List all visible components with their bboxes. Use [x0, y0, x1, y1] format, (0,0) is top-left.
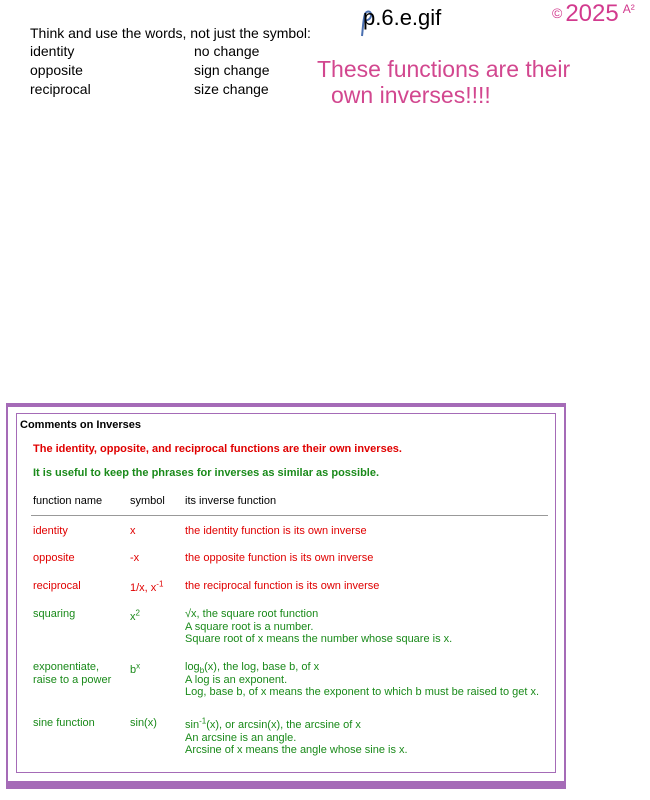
- row-squaring-name: squaring: [33, 608, 76, 620]
- note-line-2: own inverses!!!!: [331, 82, 491, 108]
- row-opposite-name: opposite: [33, 552, 75, 564]
- row-reciprocal-symbol: 1/x, $x^{-1}$: [130, 579, 164, 594]
- row-identity-inverse: the identity function is its own inverse: [185, 525, 367, 537]
- row-sine-symbol: sin(x): [130, 717, 157, 729]
- row-squaring-inverse: √x, the square root function A square root is a number. Square root of x means the number whose square is x.: [185, 608, 453, 645]
- note-line-1: These functions are their: [317, 56, 571, 82]
- header-inverse: its inverse function: [185, 495, 277, 507]
- word-name: opposite: [30, 62, 83, 78]
- row-opposite-inverse: the opposite function is its own inverse: [185, 552, 374, 564]
- row-opposite-symbol: -x: [130, 552, 140, 564]
- copyright-year: 2025: [565, 0, 619, 27]
- row-reciprocal-name: reciprocal: [33, 580, 81, 592]
- lead-green-text: It is useful to keep the phrases for inverses as similar as possible.: [33, 467, 380, 479]
- row-exponentiate-inverse: $\log_b(x)$, the log, base b, of x A log is an exponent. Log, base b, of x means the exponent to which b must be raised to get x.: [185, 661, 540, 698]
- word-name: reciprocal: [30, 81, 91, 97]
- word-name: identity: [30, 43, 75, 59]
- handwritten-note: [317, 56, 570, 108]
- word-meaning: size change: [194, 81, 269, 97]
- header-symbol: symbol: [130, 495, 165, 507]
- copyright-mark: [552, 0, 635, 28]
- header-divider: [31, 515, 548, 516]
- row-exponentiate-name: exponentiate, raise to a power: [33, 661, 112, 686]
- row-identity-name: identity: [33, 525, 68, 537]
- row-reciprocal-inverse: the reciprocal function is its own inverse: [185, 580, 380, 592]
- filename-label: p.6.e.gif: [363, 5, 442, 30]
- row-identity-symbol: x: [130, 525, 136, 537]
- word-meaning: sign change: [194, 62, 270, 78]
- row-sine-inverse: $\sin^{-1}(x)$, or arcsin(x), the arcsine of x An arcsine is an angle. Arcsine of x means the angle whose sine is x.: [185, 716, 408, 756]
- row-squaring-symbol: $x^2$: [130, 608, 140, 623]
- header-function-name: function name: [33, 495, 103, 507]
- word-meaning: no change: [194, 43, 260, 59]
- copyright-icon: ©: [552, 5, 563, 21]
- box-title: Comments on Inverses: [20, 419, 142, 431]
- row-sine-name: sine function: [33, 717, 95, 729]
- intro-text: Think and use the words, not just the symbol:: [30, 25, 311, 41]
- copyright-author: A²: [622, 2, 635, 16]
- lead-red-text: The identity, opposite, and reciprocal functions are their own inverses.: [33, 443, 402, 455]
- row-exponentiate-symbol: $b^x$: [130, 661, 141, 676]
